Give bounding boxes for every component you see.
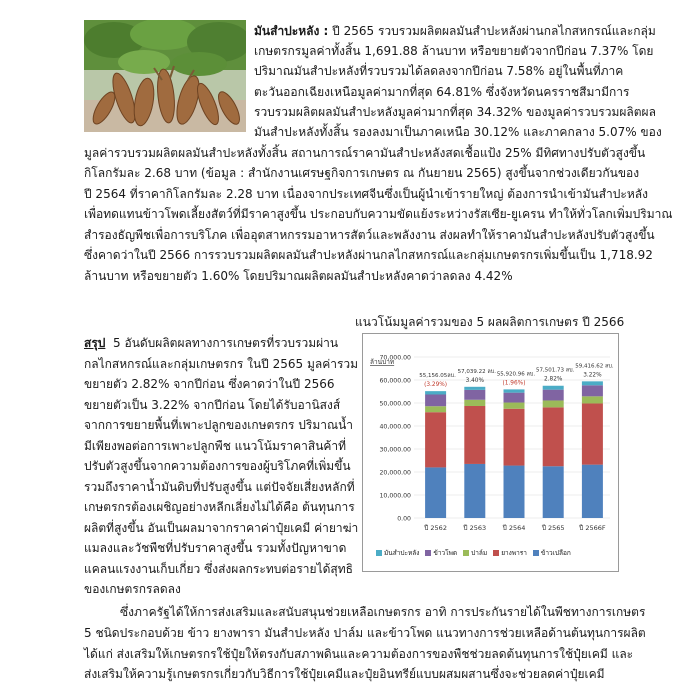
bar-segment <box>464 406 485 464</box>
summary-full-line-2: ได้แก่ ส่งเสริมให้เกษตรกรใช้ปุ๋ยให้ตรงกับสภาพดินและความต้องการของพืชช่วยลดต้นทุนการใช้ปุ๋ยเคมี และ <box>84 647 634 661</box>
y-axis-label: ล้านบาท <box>370 358 395 366</box>
chart-legend <box>370 548 571 558</box>
y-tick-label: 10,000.00 <box>379 492 411 500</box>
y-tick-label: 30,000.00 <box>379 446 411 454</box>
intro-line-5: มันสำปะหลังทั้งสิ้น รองลงมาเป็นภาคเหนือ 30.12% และภาคกลาง 5.07% ของ <box>254 125 662 139</box>
bar-segment <box>543 407 564 466</box>
intro-line-2: ปริมาณมันสำปะหลังที่รวบรวมได้ลดลงจากปีก่อน 7.58% อยู่ในพื้นที่ภาค <box>254 64 624 78</box>
stacked-bar-chart <box>362 333 618 547</box>
total-label: 57,501.73 ลบ. <box>536 367 575 374</box>
bar-segment <box>504 403 525 409</box>
bar-segment <box>464 464 485 518</box>
bar-segment <box>425 394 446 406</box>
total-label: 57,039.22 ลบ. <box>457 368 496 375</box>
growth-label: (1.96%) <box>502 380 526 387</box>
x-tick-label: ปี 2564 <box>502 524 526 532</box>
legend-label: ข้าวเปลือก <box>540 549 571 557</box>
growth-label: 3.40% <box>465 377 485 384</box>
legend-swatch <box>463 550 469 556</box>
bar-segment <box>464 390 485 400</box>
bar-segment <box>425 391 446 394</box>
intro-term: มันสำปะหลัง : <box>254 24 329 38</box>
bar-segment <box>464 400 485 406</box>
x-tick-label: ปี 2565 <box>541 524 565 532</box>
intro-line-4: รวบรวมผลิตผลมันสำปะหลังมูลค่ามากที่สุด 34.32% ของมูลค่ารวบรวมผลิตผล <box>254 105 656 119</box>
intro-line-0: มันสำปะหลัง : ปี 2565 รวบรวมผลิตผลมันสำปะหลังผ่านกลไกสหกรณ์และกลุ่ม <box>254 24 656 38</box>
total-label: 59,416.62 ลบ. <box>575 363 614 370</box>
x-tick-label: ปี 2562 <box>424 524 447 532</box>
bar-segment <box>504 466 525 518</box>
summary-full-line-3: ส่งเสริมให้ความรู้เกษตรกรเกี่ยวกับวิธีการใช้ปุ๋ยเคมีและปุ๋ยอินทรีย์แบบผสมผสานซึ่งจะช่วยลดค่าปุ๋ยเคมี <box>84 667 605 681</box>
summary-line-7: รวมถึงราคาน้ำมันดิบที่ปรับสูงขึ้น แต่ปัจจัยเสี่ยงหลักที่ <box>84 480 355 494</box>
legend-swatch <box>493 550 499 556</box>
legend-label: ปาล์ม <box>471 549 488 557</box>
summary-line-11: แคลนแรงงานเก็บเกี่ยว ซึ่งส่งผลกระทบต่อรายได้สุทธิ <box>84 562 353 576</box>
legend-swatch <box>533 550 539 556</box>
y-tick-label: 20,000.00 <box>379 469 411 477</box>
summary-line-6: ปรับตัวสูงขึ้นจากความต้องการของผู้บริโภคที่เพิ่มขึ้น <box>84 459 351 473</box>
y-tick-label: 40,000.00 <box>379 423 411 431</box>
bar-segment <box>582 396 603 403</box>
summary-line-12: ของเกษตรกรลดลง <box>84 582 181 596</box>
cassava-photo <box>84 20 246 132</box>
summary-line-2: ขยายตัว 2.82% จากปีก่อน ซึ่งคาดว่าในปี 2566 <box>84 377 335 391</box>
bar-segment <box>582 465 603 518</box>
intro-line-3: ตะวันออกเฉียงเหนือมูลค่ามากที่สุด 64.81% ซึ่งจังหวัดนครราชสีมามีการ <box>254 85 630 99</box>
growth-label: (3.29%) <box>424 382 448 389</box>
legend-swatch <box>376 550 382 556</box>
bar-segment <box>543 400 564 407</box>
legend-label: ยางพารา <box>501 549 527 557</box>
summary-line-0: สรุป 5 อันดับผลิตผลทางการเกษตรที่รวบรวมผ่าน <box>84 336 339 350</box>
total-label: 55,920.96 ลบ. <box>496 371 536 378</box>
bar-segment <box>504 409 525 466</box>
bar-segment <box>543 466 564 518</box>
summary-full-line-0: ซึ่งภาครัฐได้ให้การส่งเสริมและสนับสนุนช่วยเหลือเกษตรกร อาทิ การประกันรายได้ในพืชทางการเกษตร <box>120 605 646 619</box>
bar-segment <box>425 406 446 412</box>
chart-title: แนวโน้มมูลค่ารวมของ 5 ผลผลิตการเกษตร ปี 2566 <box>355 315 625 329</box>
summary-line-3: ขยายตัวเป็น 3.22% จากปีก่อน โดยได้รับอานิสงส์ <box>84 398 341 412</box>
summary-line-9: ผลิตที่สูงขึ้น อันเป็นผลมาจากราคาค่าปุ๋ยเคมี ค่ายาฆ่า <box>84 521 359 535</box>
intro-full-line-1: กิโลกรัมละ 2.68 บาท (ข้อมูล : สำนักงานเศรษฐกิจการเกษตร ณ กันยายน 2565) สูงขึ้นจากช่วงเดียวกันของ <box>84 166 640 180</box>
intro-full-line-5: ซึ่งคาดว่าในปี 2566 การรวบรวมผลิตผลมันสำปะหลังผ่านกลไกสหกรณ์และกลุ่มเกษตรกรเพิ่มขึ้นเป็น 1,718.92 <box>84 248 653 262</box>
total-label: 55,156.05ลบ. <box>419 373 456 380</box>
summary-term: สรุป <box>84 336 106 350</box>
x-tick-label: ปี 2563 <box>463 524 487 532</box>
intro-line-1: เกษตรกรมูลค่าทั้งสิ้น 1,691.88 ล้านบาท หรือขยายตัวจากปีก่อน 7.37% โดย <box>254 44 654 58</box>
bar-segment <box>425 467 446 518</box>
legend-label: ข้าวโพด <box>433 549 458 557</box>
summary-line-4: จากการขยายพื้นที่เพาะปลูกของเกษตรกร ปริมาณน้ำ <box>84 418 354 432</box>
bar-segment <box>425 412 446 467</box>
y-tick-label: 0.00 <box>397 515 411 523</box>
summary-line-1: กลไกสหกรณ์และกลุ่มเกษตรกร ในปี 2565 มูลค่ารวม <box>84 357 359 371</box>
intro-full-line-4: สำรองธัญพืชเพื่อการบริโภค เพื่ออุตสาหกรรมอาหารสัตว์และพลังงาน ส่งผลทำให้ราคามันสำปะหลังปรับตัวสูงขึ้น <box>84 228 655 242</box>
intro-full-line-2: ปี 2564 ที่ราคากิโลกรัมละ 2.28 บาท เนื่องจากประเทศจีนซึ่งเป็นผู้นำเข้ารายใหญ่ ต้องการนำเข้ามันสำปะหลัง <box>84 187 648 201</box>
bar-segment <box>582 385 603 396</box>
bar-segment <box>582 381 603 385</box>
intro-full-line-3: เพื่อทดแทนข้าวโพดเลี้ยงสัตว์ที่มีราคาสูงขึ้น ประกอบกับความขัดแย้งระหว่างรัสเซีย-ยูเครน ทำให้ทั่วโลกเพิ่มปริมาณ <box>84 207 673 221</box>
growth-label: 3.22% <box>583 372 602 379</box>
summary-full-line-1: 5 ชนิดประกอบด้วย ข้าว ยางพารา มันสำปะหลัง ปาล์ม และข้าวโพด แนวทางการช่วยเหลือด้านต้นทุนการผลิต <box>84 626 646 640</box>
legend-label: มันสำปะหลัง <box>384 549 420 557</box>
summary-line-10: แมลงและวัชพืชที่ปรับราคาสูงขึ้น รวมทั้งปัญหาขาด <box>84 541 347 555</box>
bar-segment <box>543 390 564 401</box>
intro-full-line-0: มูลค่ารวบรวมผลิตผลมันสำปะหลังทั้งสิ้น สถานการณ์ราคามันสำปะหลังสดเชื้อแป้ง 25% มีทิศทางปรับตัวสูงขึ้น <box>84 146 646 160</box>
bar-segment <box>464 387 485 390</box>
bar-segment <box>582 403 603 464</box>
bar-segment <box>504 393 525 403</box>
bar-segment <box>543 386 564 390</box>
y-tick-label: 50,000.00 <box>379 400 411 408</box>
summary-line-5: มีเพียงพอต่อการเพาะปลูกพืช แนวโน้มราคาสินค้าที่ <box>84 439 347 453</box>
x-tick-label: ปี 2566F <box>579 524 606 532</box>
legend-swatch <box>425 550 431 556</box>
bar-segment <box>504 389 525 392</box>
y-tick-label: 60,000.00 <box>379 377 411 385</box>
intro-full-line-6: ล้านบาท หรือขยายตัว 1.60% โดยปริมาณผลิตผลมันสำปะหลังคาดว่าลดลง 4.42% <box>84 269 513 283</box>
growth-label: 2.82% <box>543 376 563 383</box>
y-tick-label: 70,000.00 <box>379 354 411 362</box>
summary-line-8: เกษตรกรต้องเผชิญอย่างหลีกเลี่ยงไม่ได้คือ ต้นทุนการ <box>84 500 355 514</box>
